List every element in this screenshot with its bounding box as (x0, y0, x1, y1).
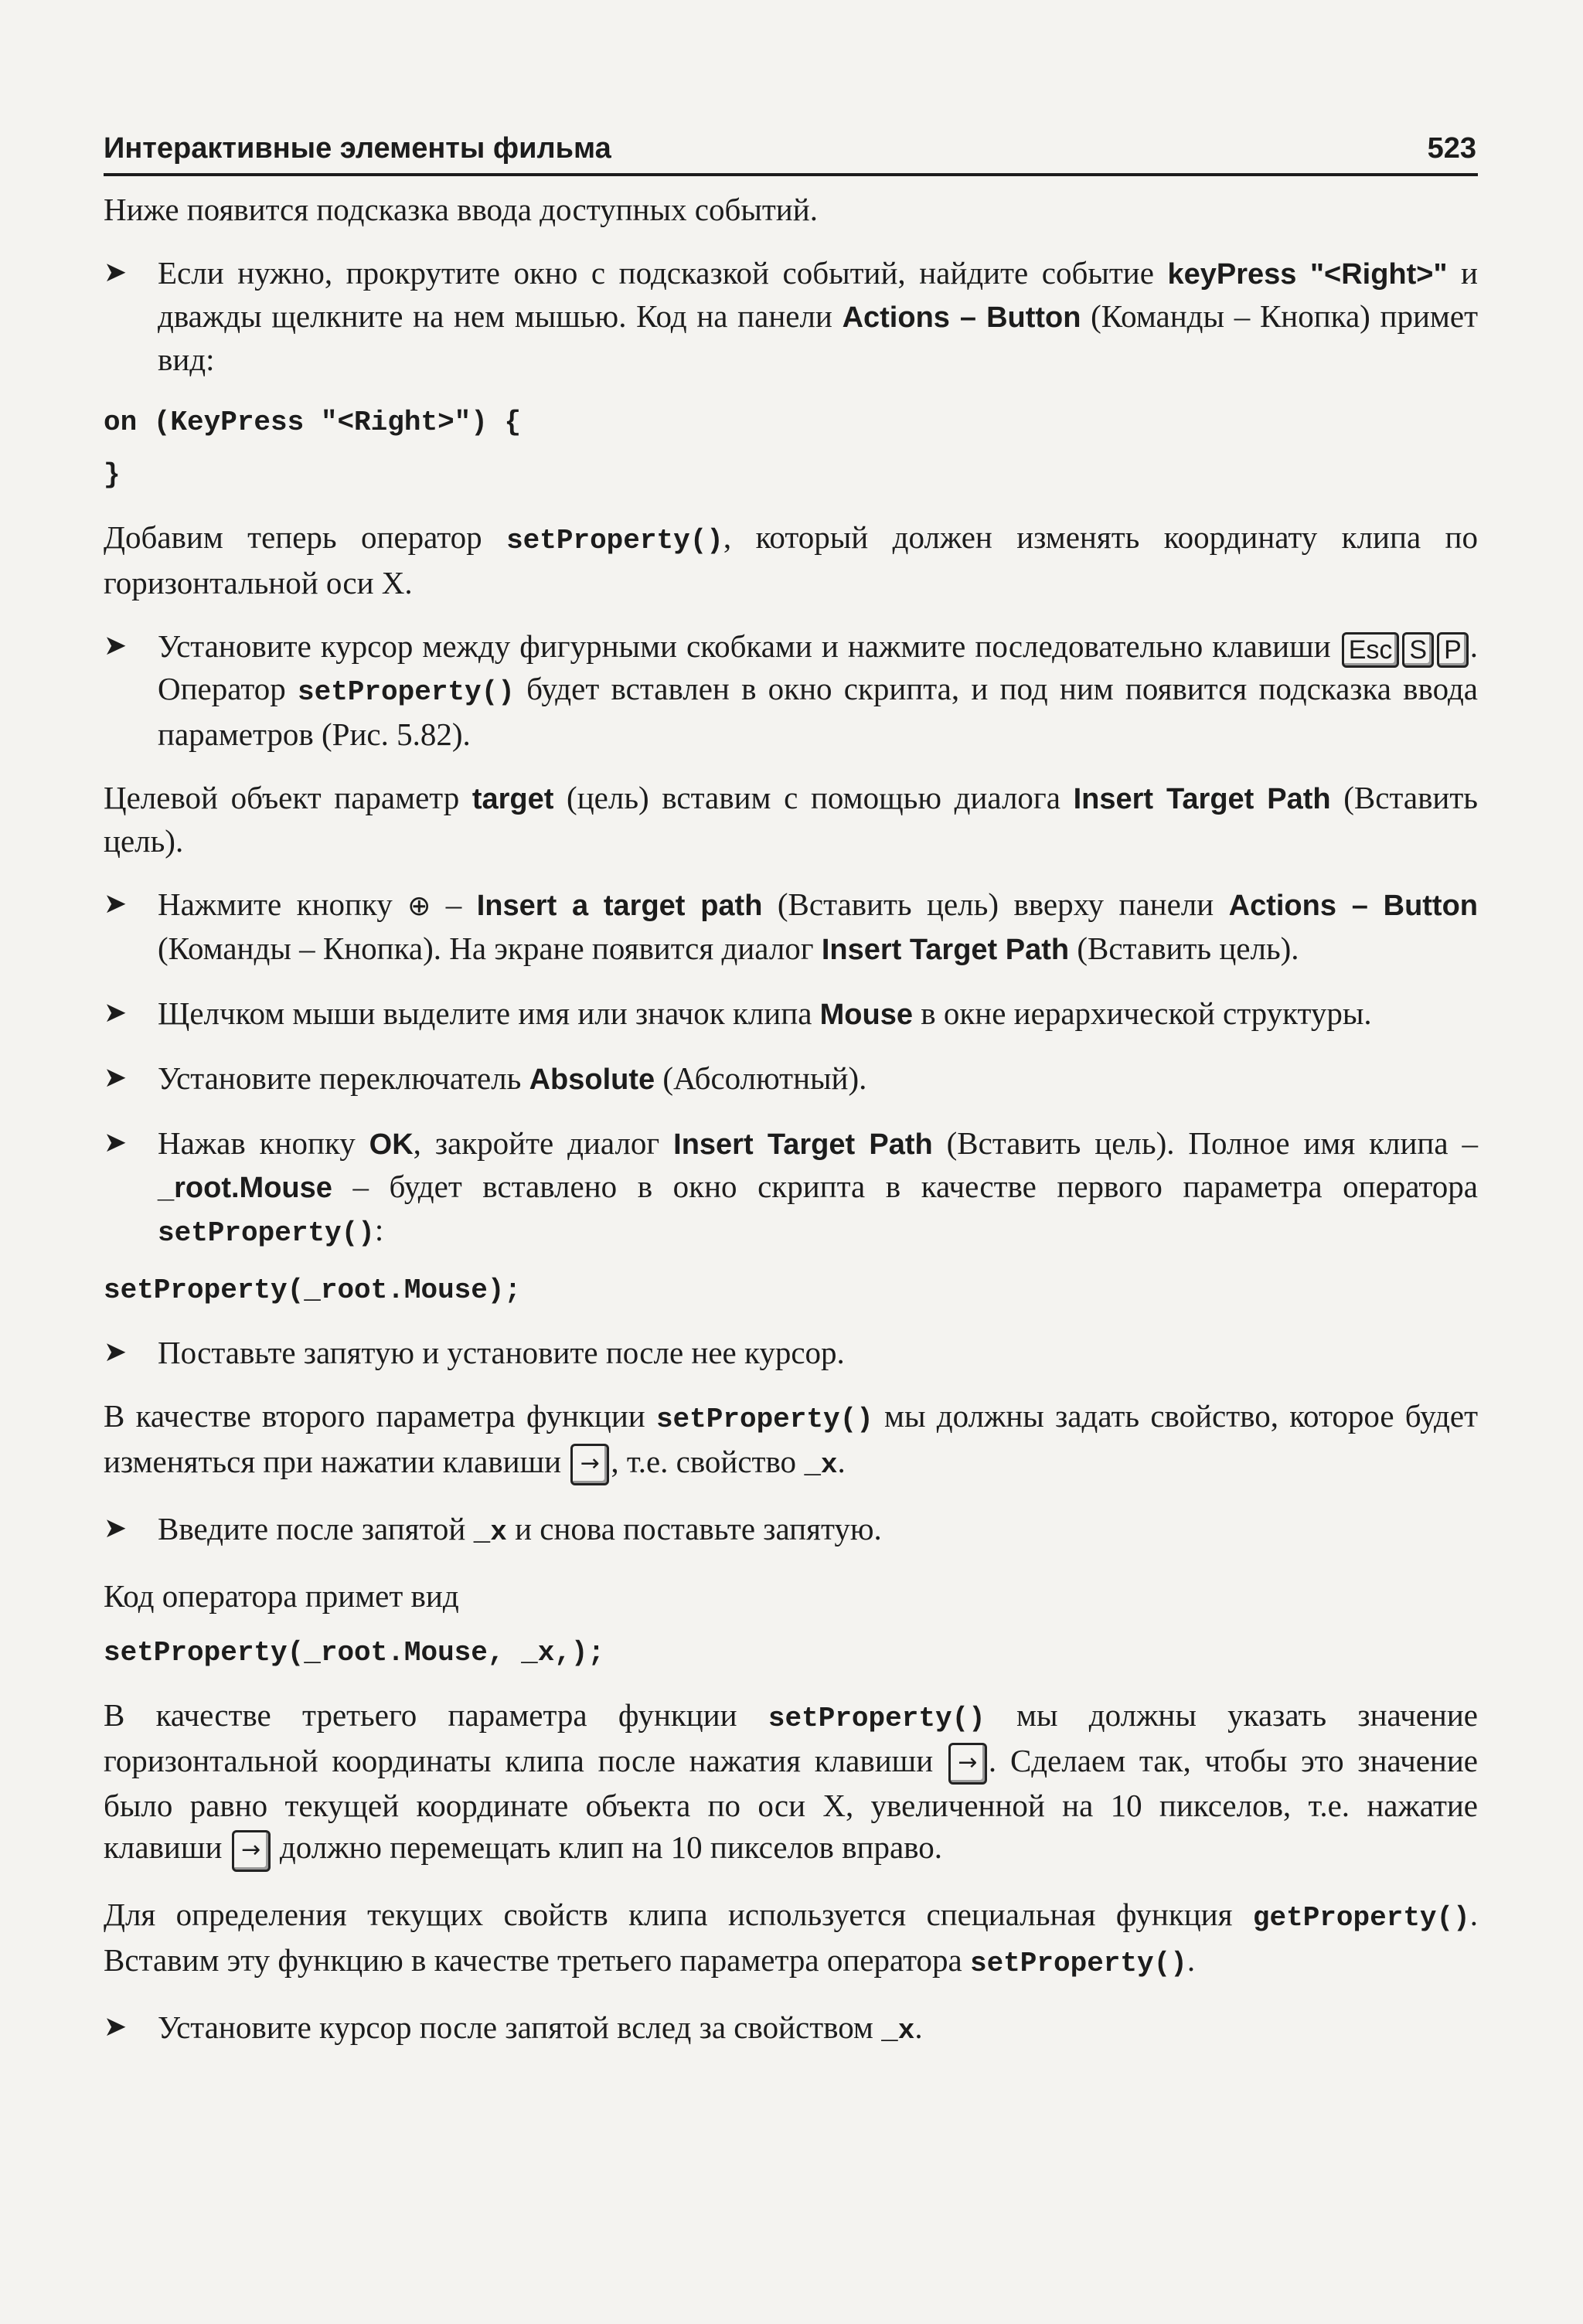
text: (Абсолютный). (655, 1060, 867, 1096)
code-inline: _x (881, 2014, 915, 2047)
arrow-bullet-icon: ➤ (104, 887, 128, 920)
code-line: setProperty(_root.Mouse, _x,); (104, 1636, 605, 1669)
arrow-bullet-icon: ➤ (104, 996, 128, 1029)
text: В качестве второго параметра функции (104, 1397, 656, 1434)
bullet-item (104, 1057, 1478, 1101)
text: В качестве третьего параметра функции (104, 1696, 768, 1733)
arrow-bullet-icon: ➤ (104, 1061, 128, 1094)
text (1296, 255, 1310, 291)
right-arrow-key-icon: → (570, 1444, 609, 1485)
key-s-icon: S (1402, 632, 1434, 668)
bullet-item (104, 992, 1478, 1036)
arrow-bullet-icon: ➤ (104, 257, 128, 288)
paragraph (104, 516, 1478, 604)
code-inline: setProperty() (158, 1216, 375, 1249)
keyword: Actions – Button (842, 301, 1081, 334)
text: будет вставлен в окно скрипта, и под ним появится подсказка ввода параметров (Рис. 5.82). (158, 670, 1478, 752)
text: Установите курсор после запятой вслед за свойством (158, 2009, 882, 2045)
text: Нажав кнопку (158, 1125, 369, 1161)
keyword: Insert Target Path (821, 933, 1070, 966)
right-arrow-key-icon: → (948, 1743, 987, 1785)
bullet-item (104, 1508, 1478, 1553)
page-number: 523 (1427, 132, 1476, 165)
bullet-item (104, 252, 1478, 380)
text: Поставьте запятую и установите после нее курсор. (158, 1334, 845, 1370)
bullet-item (104, 1332, 1478, 1373)
code-inline: setProperty() (768, 1702, 986, 1734)
bullet-item (104, 883, 1478, 971)
code-inline: _x (804, 1448, 838, 1481)
text: , т.е. свойство (611, 1443, 805, 1479)
keyword: Actions – Button (1228, 889, 1479, 922)
keyword: Absolute (529, 1063, 655, 1096)
keyword: Insert Target Path (1073, 782, 1331, 815)
bullet-item (104, 2006, 1478, 2052)
paragraph (104, 1395, 1478, 1486)
right-arrow-key-icon: → (232, 1830, 271, 1872)
text: . (1186, 1941, 1196, 1978)
text: Установите курсор между фигурными скобками и нажмите последовательно клавиши (158, 628, 1340, 664)
text: Нажмите кнопку (158, 886, 408, 922)
arrow-bullet-icon: ➤ (104, 1336, 128, 1368)
text: и снова поставьте запятую. (506, 1510, 882, 1546)
text: Для определения текущих свойств клипа используется специальная функция (104, 1896, 1253, 1932)
text: мы должны задать свойство, которое будет изменяться при нажатии клавиши (104, 1397, 1478, 1479)
insert-target-path-icon: ⊕ (407, 890, 431, 922)
page-body (104, 189, 1478, 2074)
code-line: setProperty(_root.Mouse); (104, 1274, 522, 1306)
text: и дважды щелкните на нем мышью. Код на панели (158, 255, 1478, 334)
page-header (104, 130, 1478, 176)
paragraph (104, 1694, 1478, 1872)
keyword: Insert Target Path (673, 1128, 933, 1161)
arrow-bullet-icon: ➤ (104, 1126, 128, 1159)
text: (Вставить цель). (1069, 930, 1299, 966)
keyword: keyPress (1167, 258, 1297, 291)
running-title: Интерактивные элементы фильма (104, 132, 611, 165)
code-inline: setProperty() (298, 675, 515, 708)
keyword: OK (369, 1128, 414, 1161)
paragraph (104, 777, 1478, 862)
text: (Вставить цель). Полное имя клипа – (932, 1125, 1478, 1161)
text: Щелчком мыши выделите имя или значок клипа (158, 995, 820, 1031)
text: Если нужно, прокрутите окно с подсказкой событий, найдите событие (158, 255, 1168, 291)
text: . Оператор (158, 628, 1478, 706)
text: . Вставим эту функцию в качестве третьего параметра оператора (104, 1896, 1478, 1978)
text: (Команды – Кнопка). На экране появится диалог (158, 930, 822, 966)
code-line: } (104, 459, 121, 491)
text: Установите переключатель (158, 1060, 529, 1096)
keyword: Mouse (819, 998, 914, 1031)
key-esc-icon: Esc (1342, 632, 1400, 668)
text: (цель) вставим с помощью диалога (553, 779, 1074, 815)
paragraph (104, 189, 1478, 230)
text: в окне иерархической структуры. (913, 995, 1372, 1031)
text: Целевой объект параметр (104, 779, 472, 815)
text: Ниже появится подсказка ввода доступных событий. (104, 192, 818, 227)
arrow-bullet-icon: ➤ (104, 1512, 128, 1544)
text: (Вставить цель) вверху панели (762, 886, 1229, 922)
paragraph (104, 1894, 1478, 1985)
text: . (914, 2009, 923, 2045)
text: должно перемещать клип на 10 пикселов вправо. (271, 1829, 942, 1866)
text: Добавим теперь оператор (104, 519, 507, 555)
text: , который должен изменять координату клипа по горизонтальной оси X. (104, 519, 1478, 601)
text: (Вставить цель). (104, 779, 1478, 859)
code-inline: getProperty() (1252, 1901, 1470, 1934)
text: . Сделаем так, чтобы это значение было равно текущей координате объекта по оси X, увеличенной на 10 пикселов, т.е. нажатие клавиши (104, 1742, 1478, 1866)
code-inline: setProperty() (969, 1947, 1187, 1979)
text: – (431, 886, 477, 922)
code-inline: setProperty() (506, 525, 723, 556)
arrow-bullet-icon: ➤ (104, 630, 128, 662)
paragraph (104, 1575, 1478, 1617)
text: , закройте диалог (413, 1125, 674, 1161)
keyword: Insert a target path (476, 889, 763, 922)
keyword: _root.Mouse (158, 1171, 332, 1204)
code-line: on (KeyPress "<Right>") { (104, 407, 522, 438)
keyword: "<Right>" (1310, 258, 1448, 291)
text: мы должны указать значение горизонтальной координаты клипа после нажатия клавиши (104, 1696, 1478, 1778)
arrow-bullet-icon: ➤ (104, 2010, 128, 2043)
code-inline: setProperty() (655, 1403, 873, 1435)
text: (Команды – Кнопка) примет вид: (158, 298, 1478, 377)
text: Код оператора примет вид (104, 1577, 459, 1614)
bullet-item (104, 1122, 1478, 1254)
text: Введите после запятой (158, 1510, 474, 1546)
keyword: target (471, 782, 554, 815)
bullet-item (104, 625, 1478, 755)
text: – будет вставлено в окно скрипта в качестве первого параметра оператора (332, 1168, 1478, 1204)
key-p-icon: P (1437, 632, 1469, 668)
text: : (374, 1211, 384, 1247)
code-inline: _x (473, 1516, 507, 1548)
text: . (837, 1443, 846, 1479)
